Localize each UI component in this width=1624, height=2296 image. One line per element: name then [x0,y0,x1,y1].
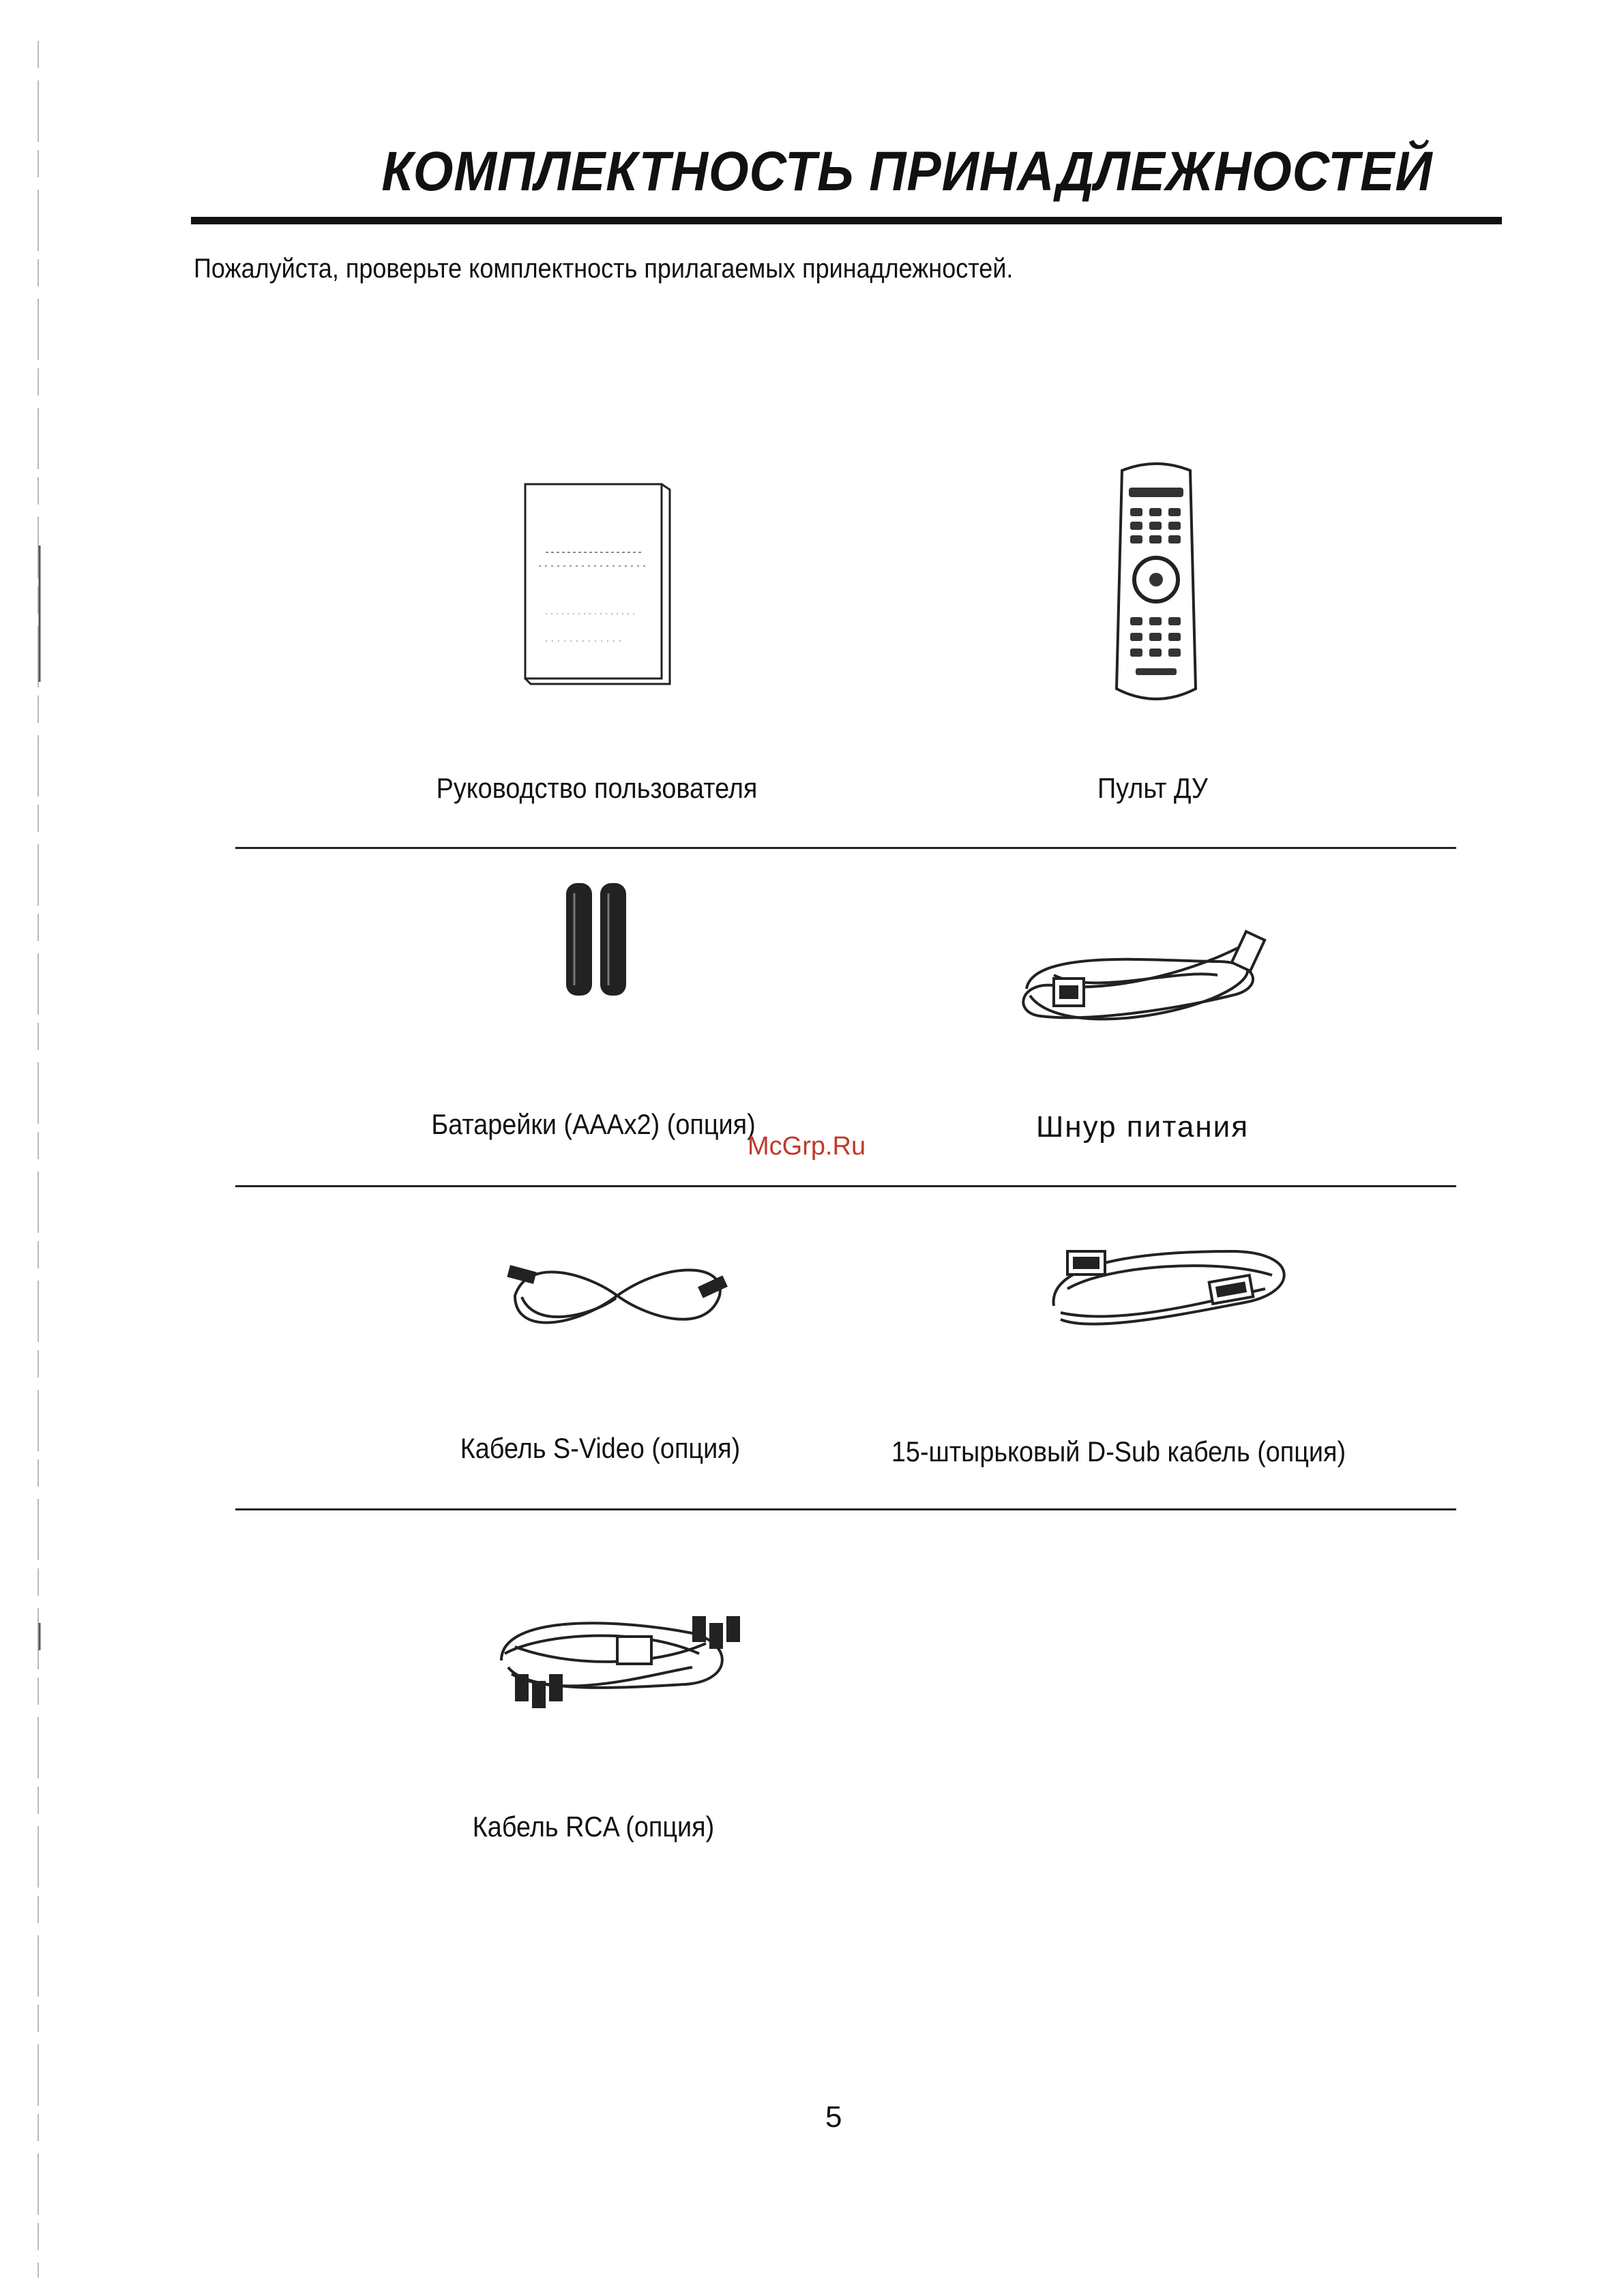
page-title: КОМПЛЕКТНОСТЬ ПРИНАДЛЕЖНОСТЕЙ [381,140,1433,203]
scan-edge-marks [0,0,41,2296]
dsub-caption: 15-штырьковый D-Sub кабель (опция) [891,1435,1346,1467]
svideo-caption: Кабель S-Video (опция) [460,1432,741,1464]
manual-caption: Руководство пользователя [436,772,758,804]
title-underline [191,217,1502,224]
page-number: 5 [825,2100,842,2134]
row-divider-1 [235,847,1456,849]
remote-control-icon [1108,457,1204,709]
manual-booklet-icon [518,477,682,689]
intro-text: Пожалуйста, проверьте комплектность прилагаемых принадлежностей. [194,254,1014,284]
power-cord-icon [1013,921,1279,1043]
rca-cable-icon [488,1585,747,1729]
power-cord-caption: Шнур питания [1035,1110,1250,1144]
batteries-icon [559,876,641,1002]
watermark: McGrp.Ru [748,1132,866,1161]
dsub-cable-icon [1040,1224,1306,1340]
row-divider-2 [235,1185,1456,1187]
remote-caption: Пульт ДУ [1097,772,1208,804]
rca-caption: Кабель RCA (опция) [472,1810,715,1843]
row-divider-3 [235,1508,1456,1510]
svideo-cable-icon [501,1248,733,1343]
batteries-caption: Батарейки (AAAx2) (опция) [431,1108,756,1140]
